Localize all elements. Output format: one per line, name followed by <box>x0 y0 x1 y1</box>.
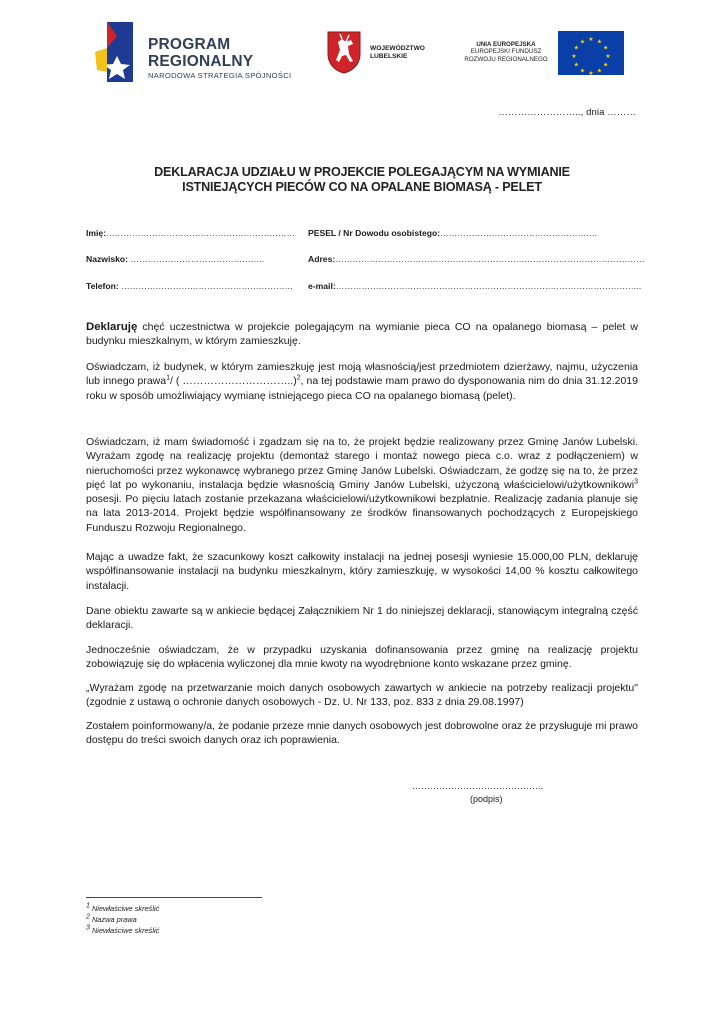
field-adres <box>308 254 645 264</box>
paragraph-payment: Jednocześnie oświadczam, że w przypadku uzyskania dofinansowania przez gminę na realizację projektu zobowiązuję się do wpłacenia wyliczonej dla mnie kwoty na wyodrębnione konto wskazane przez gminę. <box>86 644 638 671</box>
field-pesel <box>308 228 597 238</box>
voivodeship-line1: WOJEWÓDZTWO <box>370 45 425 52</box>
program-regionalny-emblem-icon <box>93 22 135 82</box>
voivodeship-line2: LUBELSKIE <box>370 53 408 60</box>
svg-text:★: ★ <box>605 53 611 60</box>
program-logo-line1: PROGRAM <box>148 36 231 53</box>
eu-line1: UNIA EUROPEJSKA <box>476 41 536 48</box>
footnote-2-text: Nazwa prawa <box>89 915 137 924</box>
paragraph-ownership <box>86 360 638 403</box>
footnote-ref-3: 3 <box>634 478 638 486</box>
eu-line2: EUROPEJSKI FUNDUSZ <box>470 48 542 56</box>
program-logo-line2: REGIONALNY <box>148 53 254 70</box>
field-imie <box>86 228 295 238</box>
paragraph-project-consent <box>86 435 638 535</box>
ownership-text-b: / ( …………………………..) <box>170 375 297 388</box>
footnote-ref-1: 1 <box>166 374 170 382</box>
footnote-3-number: 3 <box>86 924 90 932</box>
nazwisko-dots: ……………………………………….. <box>128 254 265 264</box>
svg-text:★: ★ <box>573 61 579 69</box>
footnote-divider <box>86 897 262 898</box>
program-regionalny-logo <box>93 22 303 84</box>
title-line-1: DEKLARACJA UDZIAŁU W PROJEKCIE POLEGAJĄCYM NA WYMIANIE <box>154 165 570 179</box>
svg-text:★: ★ <box>571 53 577 60</box>
paragraph-data-info: Zostałem poinformowany/a, że podanie przeze mnie danych osobowych jest dobrowolne oraz że przysługuje mi prawo dostępu do treści swoich danych oraz ich poprawienia. <box>86 720 638 747</box>
email-dots: …………………………………………………………………………………………….. <box>335 281 642 291</box>
svg-text:★: ★ <box>579 38 586 46</box>
footnote-1-text: Niewłaściwe skreślić <box>89 904 160 913</box>
footnote-2-number: 2 <box>86 913 90 921</box>
nazwisko-label: Nazwisko: <box>86 254 129 264</box>
signature-line: …………………………………….. <box>412 781 544 791</box>
email-label: e-mail: <box>308 281 336 291</box>
eu-flag-icon <box>558 31 624 75</box>
adres-dots: ……………………………………………………………………………………………… <box>335 254 645 264</box>
footnote-2 <box>86 915 137 924</box>
svg-text:★: ★ <box>579 67 586 75</box>
eu-line3: ROZWOJU REGIONALNEGO <box>464 55 548 63</box>
imie-dots: ………………………………………………………… <box>106 228 296 238</box>
telefon-dots: …………………………………………………… <box>118 281 294 291</box>
svg-text:★: ★ <box>603 44 609 52</box>
ownership-text-a: Oświadczam, iż budynek, w którym zamieszkuję jest moją własnością/jest przedmiotem dzierżawy, najmu, użyczenia lub innego prawa <box>86 361 638 388</box>
telefon-label: Telefon: <box>86 281 119 291</box>
footnote-ref-2: 2 <box>296 374 301 382</box>
svg-text:★: ★ <box>588 70 594 75</box>
footnote-1 <box>86 904 159 913</box>
ownership-text-c: , na tej podstawie mam prawo do dysponowania nim do dnia 31.12.2019 roku w sposób umożliwiający wymianę istniejącego pieca CO na opalanego biomasą (pelet). <box>86 375 638 402</box>
footnote-3-text: Niewłaściwe skreślić <box>89 926 160 935</box>
paragraph-cost: Mając a uwadze fakt, że szacunkowy koszt całkowity instalacji na jednej posesji wyniesie 15.000,00 PLN, deklaruję współfinansowanie instalacji na budynku mieszkalnym, który zamieszkuję, w wysokości 14,00 % kosztu całkowitego instalacji. <box>86 551 638 592</box>
imie-label: Imię: <box>86 228 107 238</box>
program-logo-subtitle: NARODOWA STRATEGIA SPÓJNOŚCI <box>148 71 292 80</box>
project-consent-text-a: Oświadczam, iż mam świadomość i zgadzam się na to, że projekt będzie realizowany przez Gminę Janów Lubelski. Wyrażam zgodę na realizację projektu (demontaż starego i montaż nowego pieca c.o. wraz z podłączeniem) w nieruchomości przez wykonawcę wybranego przez Gminę Janów Lubelski. Oświadczam, że godzę się na to, że przez pięć lat po wykonaniu, instalacja będzie własnością Gminy Janów Lubelski, użyczoną właścicielowi/użytkownikowi <box>86 436 638 491</box>
title-line-2: ISTNIEJĄCYCH PIECÓW CO NA OPALANE BIOMASĄ - PELET <box>182 179 542 194</box>
footnote-3 <box>86 926 159 935</box>
project-consent-text-b: posesji. Po pięciu latach zostanie przekazana właścicielowi/użytkownikowi bezpłatnie. Realizację zadania planuje się na lata 2013-2014. Projekt będzie współfinansowany ze środków finansowanych pochodzących z Europejskiego Funduszu Rozwoju Regionalnego. <box>86 493 638 534</box>
declaration-bold: Deklaruję <box>86 321 138 333</box>
declaration-text: chęć uczestnictwa w projekcie polegającym na wymianie pieca CO na opalanego biomasą – pelet w budynku mieszkalnym, w którym zamieszkuję. <box>86 321 638 348</box>
svg-text:★: ★ <box>573 44 579 52</box>
paragraph-declaration <box>86 320 638 349</box>
paragraph-attachment: Dane obiektu zawarte są w ankiecie będącej Załącznikiem Nr 1 do niniejszej deklaracji, stanowiącym integralną część deklaracji. <box>86 605 638 632</box>
svg-text:★: ★ <box>603 61 609 69</box>
document-title <box>90 165 634 194</box>
svg-text:★: ★ <box>588 36 594 43</box>
pesel-dots: ………………………………………………. <box>440 228 598 238</box>
svg-text:★: ★ <box>596 67 603 75</box>
footnote-1-number: 1 <box>86 902 90 910</box>
eu-fund-logo <box>457 31 627 77</box>
field-telefon <box>86 281 293 291</box>
pesel-label: PESEL / Nr Dowodu osobistego: <box>308 228 441 238</box>
adres-label: Adres: <box>308 254 336 264</box>
signature-label: (podpis) <box>470 794 503 804</box>
svg-text:★: ★ <box>596 38 603 46</box>
field-email <box>308 281 641 291</box>
field-nazwisko <box>86 254 264 264</box>
wojewodztwo-lubelskie-logo <box>326 30 446 78</box>
paragraph-data-consent: „Wyrażam zgodę na przetwarzanie moich danych osobowych zawartych w ankiecie na potrzeby realizacji projektu" (zgodnie z ustawą o ochronie danych osobowych - Dz. U. Nr 133, poz. 833 z dnia 29.08.1997) <box>86 682 638 709</box>
date-line: …………………….., dnia ……… <box>498 107 636 118</box>
coat-of-arms-icon <box>326 30 362 74</box>
